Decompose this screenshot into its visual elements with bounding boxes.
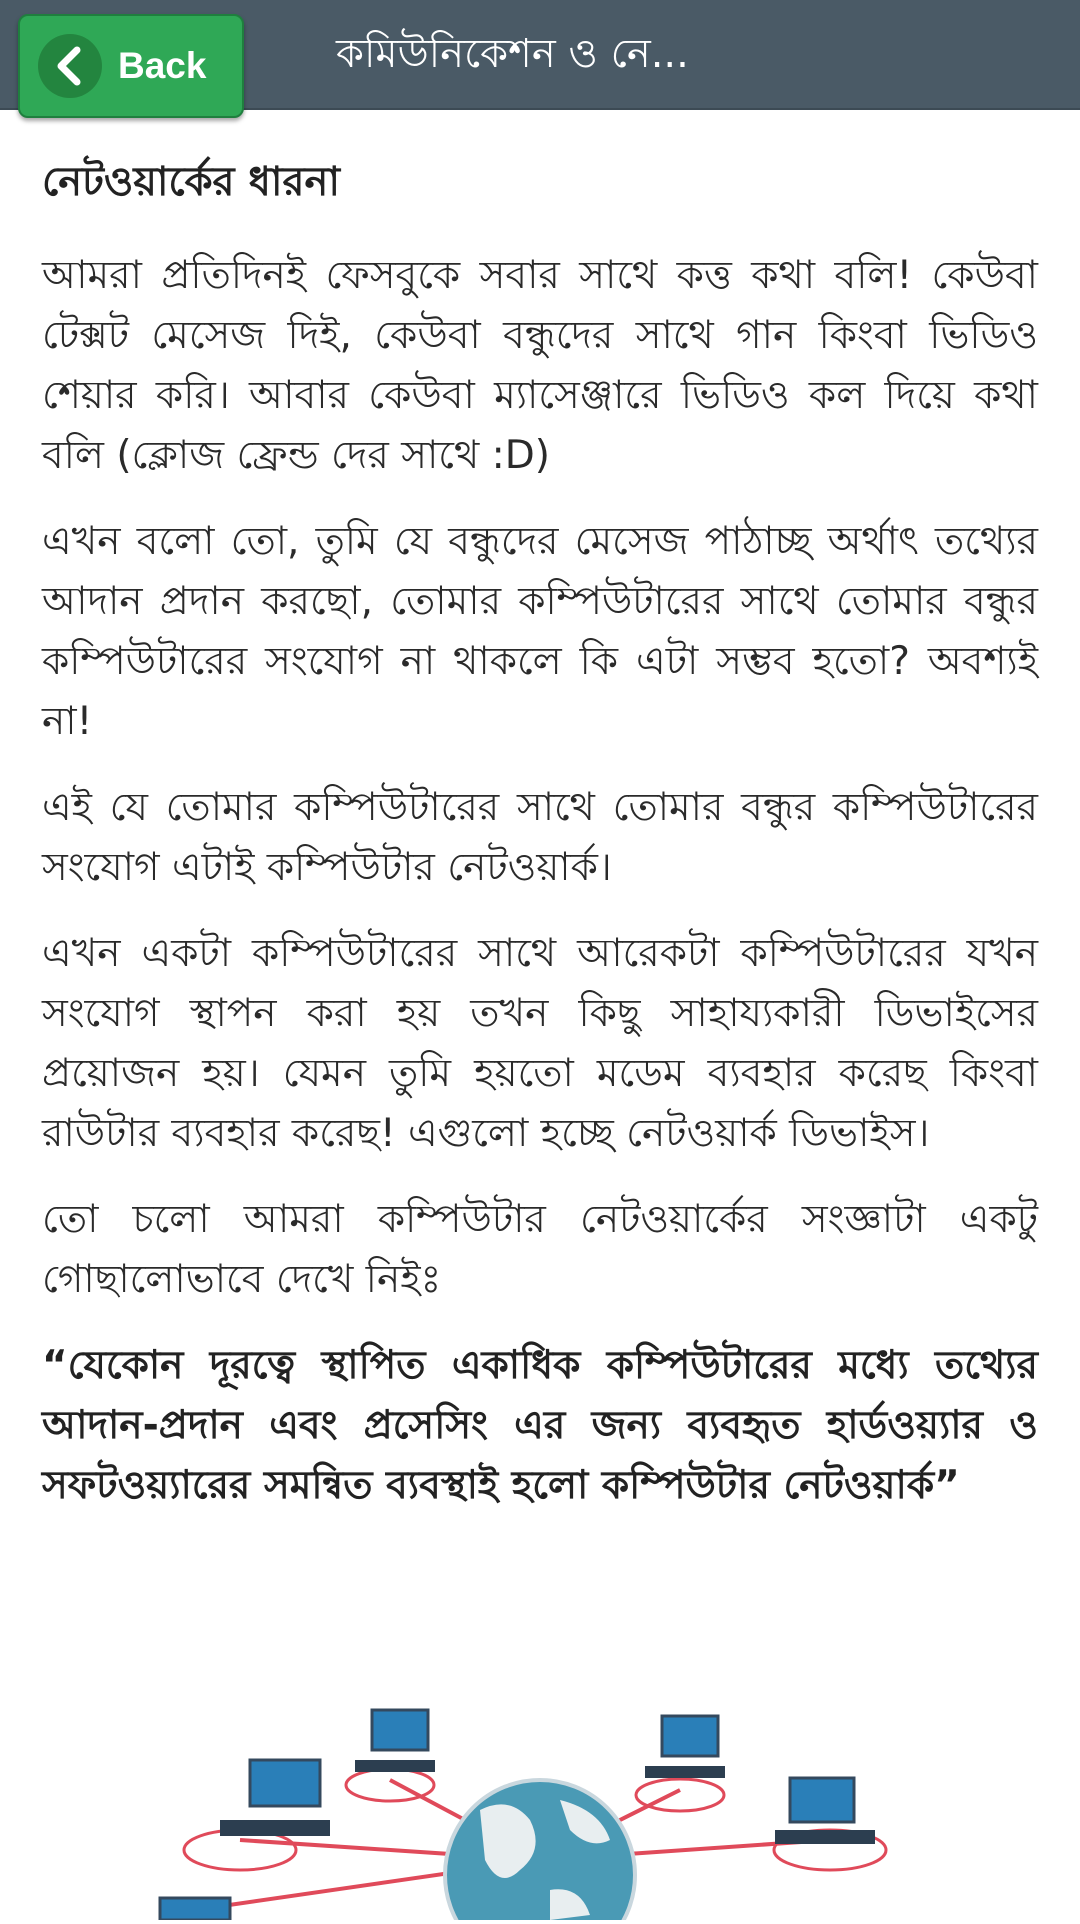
paragraph-4: এখন একটা কম্পিউটারের সাথে আরেকটা কম্পিউটারের যখন সংযোগ স্থাপন করা হয় তখন কিছু সাহায্যকারী ডিভাইসের প্রয়োজন হয়। যেমন তুমি হয়তো মডেম ব্যবহার করেছ কিংবা রাউটার ব্যবহার করেছ! এগুলো হচ্ছে নেটওয়ার্ক ডিভাইস। [42, 931, 1038, 1156]
paragraph-5: তো চলো আমরা কম্পিউটার নেটওয়ার্কের সংজ্ঞাটা একটু গোছালোভাবে দেখে নিইঃ [42, 1197, 1038, 1302]
article-heading: নেটওয়ার্কের ধারনা [42, 159, 340, 205]
computer-icon [160, 1898, 230, 1920]
paragraph-3: এই যে তোমার কম্পিউটারের সাথে তোমার বন্ধুর কম্পিউটারের সংযোগ এটাই কম্পিউটার নেটওয়ার্ক। [42, 785, 1038, 890]
back-button[interactable] [18, 14, 244, 118]
article-content [42, 150, 1038, 1516]
definition-quote: “যেকোন দূরত্বে স্থাপিত একাধিক কম্পিউটারের মধ্যে তথ্যের আদান-প্রদান এবং প্রসেসিং এর জন্য ব্যবহৃত হার্ডওয়্যার ও সফটওয়্যারের সমন্বিত ব্যবস্থাই হলো কম্পিউটার নেটওয়ার্ক” [42, 1343, 1038, 1508]
computer-icon [355, 1710, 435, 1772]
chevron-left-icon [38, 34, 102, 98]
computer-icon [645, 1716, 725, 1778]
back-button-label: Back [118, 45, 207, 86]
paragraph-2: এখন বলো তো, তুমি যে বন্ধুদের মেসেজ পাঠাচ্ছ অর্থাৎ তথ্যের আদান প্রদান করছো, তোমার কম্পিউটারের সাথে তোমার বন্ধুর কম্পিউটারের সংযোগ না থাকলে কি এটা সম্ভব হতো? অবশ্যই না! [42, 519, 1038, 744]
page-title: কমিউনিকেশন ও নে... [336, 31, 689, 77]
network-illustration [150, 1700, 930, 1920]
computer-icon [220, 1760, 330, 1836]
paragraph-1: আমরা প্রতিদিনই ফেসবুকে সবার সাথে কত্ত কথা বলি! কেউবা টেক্সট মেসেজ দিই, কেউবা বন্ধুদের সাথে গান কিংবা ভিডিও শেয়ার করি। আবার কেউবা ম্যাসেঞ্জারে ভিডিও কল দিয়ে কথা বলি (ক্লোজ ফ্রেন্ড দের সাথে :D) [42, 253, 1038, 478]
computer-icon [775, 1778, 875, 1844]
globe-icon [445, 1780, 635, 1920]
app-header [0, 0, 1080, 110]
